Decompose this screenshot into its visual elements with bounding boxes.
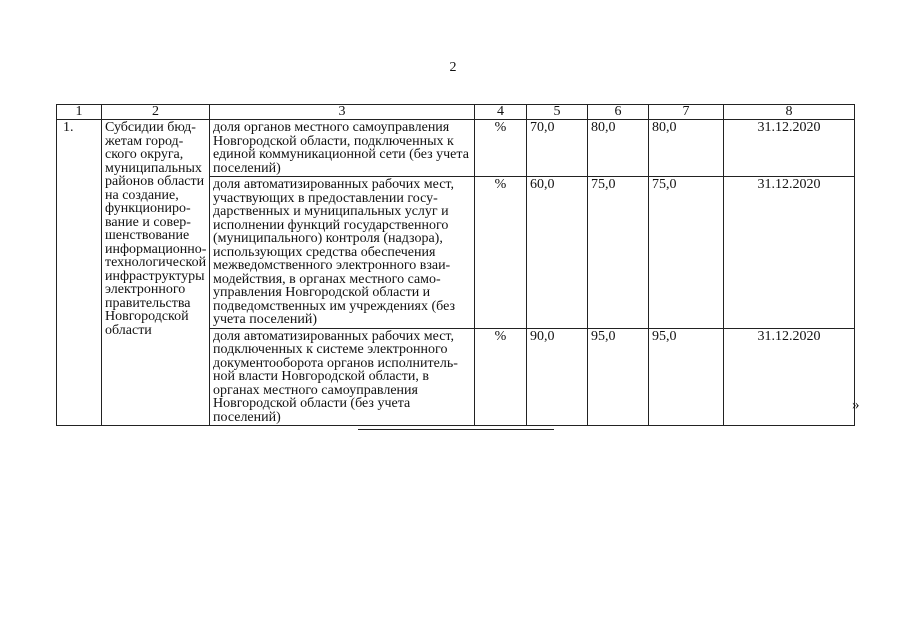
header-col-2: 2 [102, 105, 210, 120]
indicator-unit: % [475, 120, 527, 177]
header-col-3: 3 [210, 105, 475, 120]
indicator-value-1: 60,0 [527, 177, 588, 329]
row-name: Субсидии бюд-жетам город-ского округа, муниципальных районов области на создание, функциониро-вание и совер-шенствование информационно-технологической инфраструктуры электронного правительства Новгородской области [102, 120, 210, 426]
indicator-text: доля автоматизированных рабочих мест, участвующих в предоставлении госу-дарственных и муниципальных услуг и исполнении функций государственного (муниципального) контроля (надзора), использующих средства обеспечения межведомственного электронного взаи-модействия, в органах местного само-управления Новгородской области и подведомственных им учреждениях (без учета поселений) [210, 177, 475, 329]
indicator-value-1: 90,0 [527, 328, 588, 426]
header-col-6: 6 [588, 105, 649, 120]
indicator-unit: % [475, 177, 527, 329]
indicator-value-3: 75,0 [649, 177, 724, 329]
header-col-1: 1 [57, 105, 102, 120]
header-row [57, 105, 855, 120]
end-separator-line [358, 429, 554, 430]
indicator-value-1: 70,0 [527, 120, 588, 177]
indicator-text: доля автоматизированных рабочих мест, подключенных к системе электронного документооборота органов исполнитель-ной власти Новгородской области, в органах местного самоуправления Новгородской области (без учета поселений) [210, 328, 475, 426]
indicator-value-3: 80,0 [649, 120, 724, 177]
closing-quote: » [852, 397, 860, 413]
header-col-7: 7 [649, 105, 724, 120]
indicator-value-2: 75,0 [588, 177, 649, 329]
indicator-text: доля органов местного самоуправления Новгородской области, подключенных к единой коммуникационной сети (без учета поселений) [210, 120, 475, 177]
row-number: 1. [57, 120, 102, 426]
indicators-table [56, 104, 855, 426]
table-row [57, 120, 855, 177]
indicator-value-2: 80,0 [588, 120, 649, 177]
indicator-unit: % [475, 328, 527, 426]
indicator-value-3: 95,0 [649, 328, 724, 426]
page-number: 2 [449, 60, 457, 75]
header-col-5: 5 [527, 105, 588, 120]
header-col-8: 8 [724, 105, 855, 120]
indicator-date: 31.12.2020 [724, 177, 855, 329]
indicator-date: 31.12.2020 [724, 328, 855, 426]
indicator-date: 31.12.2020 [724, 120, 855, 177]
indicator-value-2: 95,0 [588, 328, 649, 426]
header-col-4: 4 [475, 105, 527, 120]
